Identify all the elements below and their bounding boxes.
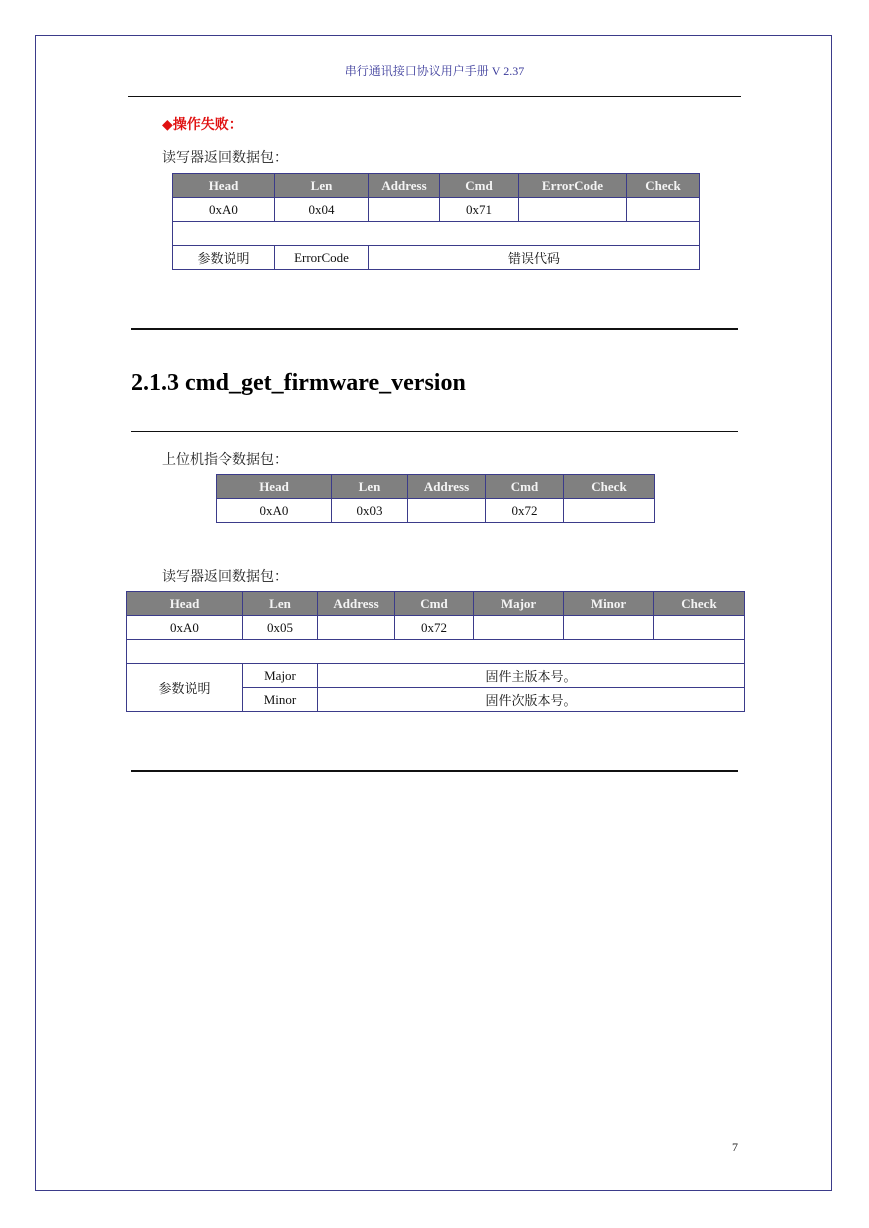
param-name-major: Major bbox=[243, 664, 318, 688]
table-header-row bbox=[127, 592, 745, 616]
cell-cmd: 0x72 bbox=[486, 499, 564, 523]
col-head: Head bbox=[217, 475, 332, 499]
failure-response-table bbox=[172, 173, 700, 270]
section-title-rule bbox=[131, 431, 738, 432]
cell-minor bbox=[564, 616, 654, 640]
failure-heading: ◆操作失败： bbox=[162, 118, 243, 133]
param-name: ErrorCode bbox=[275, 246, 369, 270]
col-major: Major bbox=[474, 592, 564, 616]
col-len: Len bbox=[275, 174, 369, 198]
page-number: 7 bbox=[732, 1140, 738, 1154]
cell-head: 0xA0 bbox=[173, 198, 275, 222]
col-cmd: Cmd bbox=[395, 592, 474, 616]
cell-errorcode bbox=[519, 198, 627, 222]
reader-response-table bbox=[126, 591, 745, 712]
table-header-row bbox=[217, 475, 655, 499]
col-minor: Minor bbox=[564, 592, 654, 616]
col-len: Len bbox=[243, 592, 318, 616]
host-command-label: 上位机指令数据包： bbox=[162, 453, 288, 468]
cell-head: 0xA0 bbox=[127, 616, 243, 640]
param-desc: 错误代码 bbox=[369, 246, 700, 270]
spacer-cell bbox=[173, 222, 700, 246]
param-name-minor: Minor bbox=[243, 688, 318, 712]
table-param-row bbox=[127, 664, 745, 688]
cell-check bbox=[564, 499, 655, 523]
cell-len: 0x05 bbox=[243, 616, 318, 640]
cell-len: 0x03 bbox=[332, 499, 408, 523]
param-desc-minor: 固件次版本号。 bbox=[318, 688, 745, 712]
cell-address bbox=[318, 616, 395, 640]
col-cmd: Cmd bbox=[440, 174, 519, 198]
table-row bbox=[127, 616, 745, 640]
host-command-table bbox=[216, 474, 655, 523]
header-rule bbox=[128, 96, 741, 97]
spacer-cell bbox=[127, 640, 745, 664]
table-header-row bbox=[173, 174, 700, 198]
param-label: 参数说明 bbox=[173, 246, 275, 270]
cell-check bbox=[627, 198, 700, 222]
table-spacer-row bbox=[127, 640, 745, 664]
cell-cmd: 0x71 bbox=[440, 198, 519, 222]
section-title: 2.1.3 cmd_get_firmware_version bbox=[131, 370, 466, 396]
col-cmd: Cmd bbox=[486, 475, 564, 499]
table-row bbox=[217, 499, 655, 523]
cell-cmd: 0x72 bbox=[395, 616, 474, 640]
table-param-row bbox=[173, 246, 700, 270]
cell-address bbox=[408, 499, 486, 523]
section-rule-bottom bbox=[131, 770, 738, 772]
col-check: Check bbox=[654, 592, 745, 616]
col-address: Address bbox=[369, 174, 440, 198]
cell-head: 0xA0 bbox=[217, 499, 332, 523]
table-spacer-row bbox=[173, 222, 700, 246]
col-check: Check bbox=[564, 475, 655, 499]
param-label: 参数说明 bbox=[127, 664, 243, 712]
cell-major bbox=[474, 616, 564, 640]
cell-len: 0x04 bbox=[275, 198, 369, 222]
col-head: Head bbox=[127, 592, 243, 616]
cell-check bbox=[654, 616, 745, 640]
cell-address bbox=[369, 198, 440, 222]
table-row bbox=[173, 198, 700, 222]
col-head: Head bbox=[173, 174, 275, 198]
running-header: 串行通讯接口协议用户手册 V 2.37 bbox=[344, 64, 525, 78]
param-desc-major: 固件主版本号。 bbox=[318, 664, 745, 688]
reader-return-label: 读写器返回数据包： bbox=[162, 570, 288, 585]
col-address: Address bbox=[408, 475, 486, 499]
col-check: Check bbox=[627, 174, 700, 198]
col-len: Len bbox=[332, 475, 408, 499]
section-rule-top bbox=[131, 328, 738, 330]
failure-return-label: 读写器返回数据包： bbox=[162, 151, 288, 166]
col-errorcode: ErrorCode bbox=[519, 174, 627, 198]
col-address: Address bbox=[318, 592, 395, 616]
